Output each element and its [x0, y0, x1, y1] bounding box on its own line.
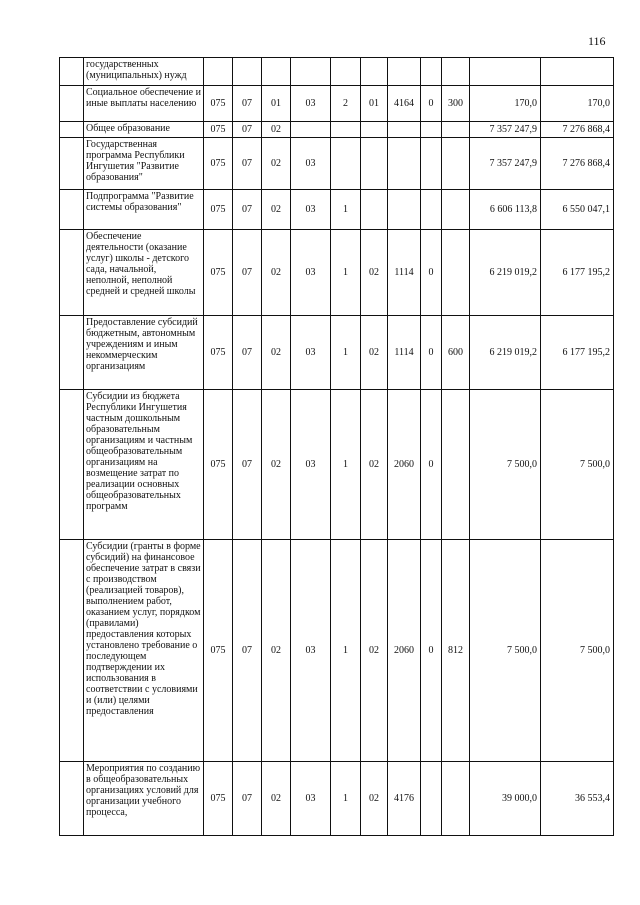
page-number: 116	[588, 34, 606, 48]
cell-expense-type: 300	[442, 86, 470, 122]
cell-subsection: 02	[262, 390, 291, 540]
cell-program	[291, 58, 331, 86]
cell-value-2: 170,0	[541, 86, 614, 122]
row-description: Предоставление субсидий бюджетным, автономным учреждениям и иным некоммерческим организациям	[84, 316, 204, 390]
cell-value-2: 6 177 195,2	[541, 316, 614, 390]
cell-value-2: 6 550 047,1	[541, 190, 614, 230]
cell-subprogram: 2	[331, 86, 361, 122]
cell-value-2: 36 553,4	[541, 762, 614, 836]
cell-subsection: 02	[262, 540, 291, 762]
cell-flag: 0	[421, 230, 442, 316]
blank-cell	[60, 190, 84, 230]
cell-program: 03	[291, 230, 331, 316]
blank-cell	[60, 138, 84, 190]
cell-admin-code: 075	[204, 230, 233, 316]
cell-value-1: 7 357 247,9	[470, 122, 541, 138]
cell-admin-code: 075	[204, 138, 233, 190]
cell-subprogram: 1	[331, 762, 361, 836]
cell-value-1: 7 500,0	[470, 390, 541, 540]
cell-program: 03	[291, 138, 331, 190]
table-row	[60, 58, 614, 86]
cell-direction	[388, 138, 421, 190]
cell-flag: 0	[421, 316, 442, 390]
cell-admin-code	[204, 58, 233, 86]
cell-direction	[388, 190, 421, 230]
cell-section: 07	[233, 390, 262, 540]
table-row	[60, 86, 614, 122]
cell-subprogram	[331, 138, 361, 190]
blank-cell	[60, 122, 84, 138]
cell-admin-code: 075	[204, 86, 233, 122]
table-row	[60, 138, 614, 190]
cell-activity	[361, 190, 388, 230]
blank-cell	[60, 86, 84, 122]
cell-value-1	[470, 58, 541, 86]
cell-activity: 02	[361, 316, 388, 390]
cell-value-1: 39 000,0	[470, 762, 541, 836]
row-description: Субсидии (гранты в форме субсидий) на финансовое обеспечение затрат в связи с производством (реализацией товаров), выполнением работ, оказанием услуг, порядком (правилами) предоставления которых установлено требование о последующем подтверждении их использования в соответствии с условиями и (или) целями предоставления	[84, 540, 204, 762]
blank-cell	[60, 230, 84, 316]
cell-direction: 1114	[388, 230, 421, 316]
cell-activity: 02	[361, 762, 388, 836]
cell-section: 07	[233, 540, 262, 762]
table-row	[60, 540, 614, 762]
cell-program: 03	[291, 86, 331, 122]
cell-subprogram: 1	[331, 390, 361, 540]
cell-admin-code: 075	[204, 390, 233, 540]
cell-value-2: 7 500,0	[541, 540, 614, 762]
cell-program	[291, 122, 331, 138]
table-row	[60, 190, 614, 230]
cell-subsection: 02	[262, 762, 291, 836]
cell-subprogram: 1	[331, 190, 361, 230]
blank-cell	[60, 762, 84, 836]
cell-admin-code: 075	[204, 540, 233, 762]
cell-value-2: 7 276 868,4	[541, 138, 614, 190]
cell-program: 03	[291, 762, 331, 836]
cell-value-1: 7 357 247,9	[470, 138, 541, 190]
cell-section: 07	[233, 122, 262, 138]
cell-subprogram	[331, 122, 361, 138]
row-description: Субсидии из бюджета Республики Ингушетия частным дошкольным образовательным организациям и частным общеобразовательным организациям на возмещение затрат по реализации основных общеобразовательных программ	[84, 390, 204, 540]
cell-flag	[421, 762, 442, 836]
cell-expense-type	[442, 58, 470, 86]
cell-flag	[421, 190, 442, 230]
cell-value-1: 7 500,0	[470, 540, 541, 762]
blank-cell	[60, 540, 84, 762]
cell-flag	[421, 122, 442, 138]
cell-admin-code: 075	[204, 762, 233, 836]
cell-section: 07	[233, 230, 262, 316]
cell-section: 07	[233, 190, 262, 230]
budget-table-body	[60, 58, 614, 836]
cell-activity: 02	[361, 230, 388, 316]
cell-direction: 1114	[388, 316, 421, 390]
cell-section: 07	[233, 762, 262, 836]
cell-activity: 02	[361, 540, 388, 762]
cell-program: 03	[291, 540, 331, 762]
cell-admin-code: 075	[204, 190, 233, 230]
cell-expense-type	[442, 138, 470, 190]
cell-section: 07	[233, 316, 262, 390]
blank-cell	[60, 58, 84, 86]
cell-flag: 0	[421, 390, 442, 540]
cell-subprogram: 1	[331, 540, 361, 762]
cell-value-2: 7 276 868,4	[541, 122, 614, 138]
row-description: Социальное обеспечение и иные выплаты населению	[84, 86, 204, 122]
cell-direction	[388, 58, 421, 86]
cell-subsection: 01	[262, 86, 291, 122]
cell-expense-type	[442, 230, 470, 316]
cell-program: 03	[291, 190, 331, 230]
cell-program: 03	[291, 390, 331, 540]
cell-subsection: 02	[262, 230, 291, 316]
cell-flag: 0	[421, 540, 442, 762]
cell-admin-code: 075	[204, 316, 233, 390]
cell-subsection: 02	[262, 316, 291, 390]
cell-subsection: 02	[262, 138, 291, 190]
cell-activity	[361, 122, 388, 138]
row-description: Мероприятия по созданию в общеобразовательных организациях условий для организации учебного процесса,	[84, 762, 204, 836]
cell-direction	[388, 122, 421, 138]
row-description: государственных (муниципальных) нужд	[84, 58, 204, 86]
cell-subsection: 02	[262, 122, 291, 138]
cell-value-2: 7 500,0	[541, 390, 614, 540]
row-description: Обеспечение деятельности (оказание услуг) школы - детского сада, начальной, неполной, неполной средней и средней школы	[84, 230, 204, 316]
cell-section: 07	[233, 138, 262, 190]
cell-expense-type	[442, 122, 470, 138]
cell-expense-type	[442, 190, 470, 230]
cell-subprogram	[331, 58, 361, 86]
table-row	[60, 316, 614, 390]
cell-subprogram: 1	[331, 230, 361, 316]
blank-cell	[60, 316, 84, 390]
cell-value-1: 6 606 113,8	[470, 190, 541, 230]
cell-direction: 4164	[388, 86, 421, 122]
cell-value-1: 6 219 019,2	[470, 316, 541, 390]
cell-expense-type	[442, 762, 470, 836]
cell-section: 07	[233, 86, 262, 122]
cell-subsection	[262, 58, 291, 86]
cell-program: 03	[291, 316, 331, 390]
cell-flag	[421, 138, 442, 190]
row-description: Подпрограмма "Развитие системы образования"	[84, 190, 204, 230]
cell-value-1: 170,0	[470, 86, 541, 122]
cell-expense-type: 600	[442, 316, 470, 390]
cell-value-1: 6 219 019,2	[470, 230, 541, 316]
cell-admin-code: 075	[204, 122, 233, 138]
table-row	[60, 122, 614, 138]
cell-expense-type: 812	[442, 540, 470, 762]
table-row	[60, 762, 614, 836]
budget-table	[59, 57, 614, 836]
cell-flag	[421, 58, 442, 86]
cell-activity: 02	[361, 390, 388, 540]
cell-subprogram: 1	[331, 316, 361, 390]
cell-direction: 2060	[388, 540, 421, 762]
table-row	[60, 230, 614, 316]
cell-activity	[361, 138, 388, 190]
row-description: Государственная программа Республики Ингушетия "Развитие образования"	[84, 138, 204, 190]
cell-activity	[361, 58, 388, 86]
cell-direction: 4176	[388, 762, 421, 836]
cell-section	[233, 58, 262, 86]
cell-flag: 0	[421, 86, 442, 122]
cell-value-2	[541, 58, 614, 86]
cell-subsection: 02	[262, 190, 291, 230]
cell-activity: 01	[361, 86, 388, 122]
cell-direction: 2060	[388, 390, 421, 540]
cell-value-2: 6 177 195,2	[541, 230, 614, 316]
cell-expense-type	[442, 390, 470, 540]
table-row	[60, 390, 614, 540]
row-description: Общее образование	[84, 122, 204, 138]
blank-cell	[60, 390, 84, 540]
